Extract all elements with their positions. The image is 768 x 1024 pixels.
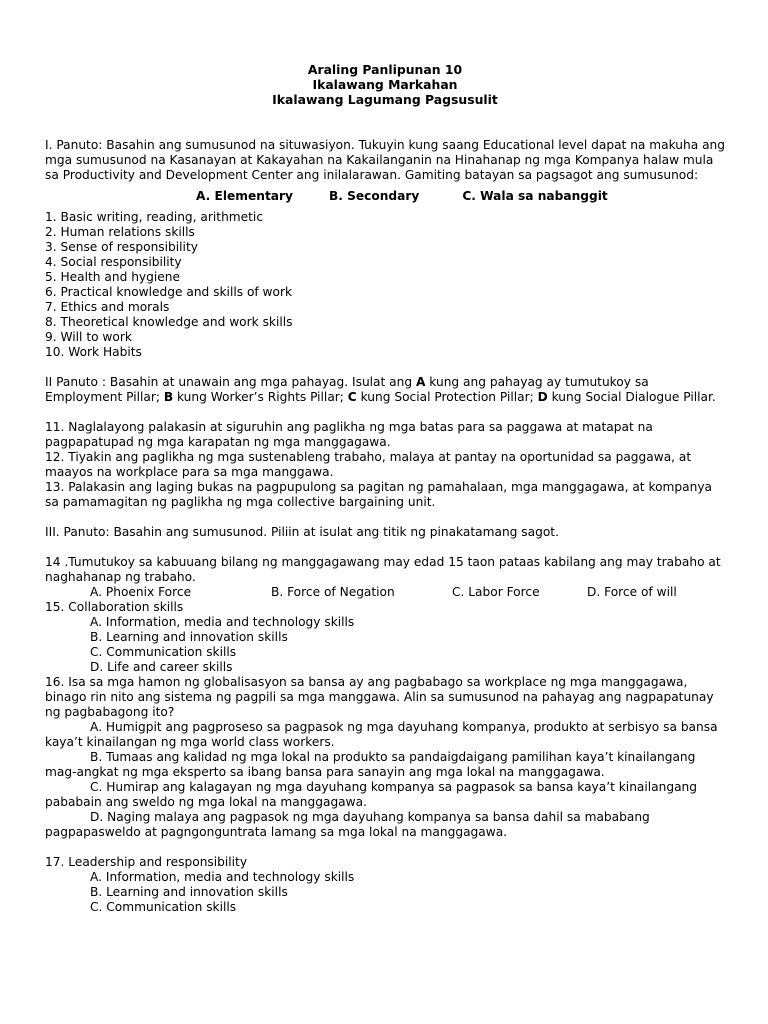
option-b: B. Force of Negation [271, 585, 395, 599]
option-c: C. Communication skills [90, 645, 237, 659]
question-17 [45, 855, 725, 915]
option-c: C. Labor Force [452, 585, 540, 599]
question-16 [45, 675, 725, 840]
option-b: B. Learning and innovation skills [90, 630, 288, 644]
question-14 [45, 555, 725, 600]
part2-items [45, 420, 725, 510]
document-page [45, 62, 725, 915]
list-item: 2. Human relations skills [45, 225, 195, 239]
option-d: D. Life and career skills [90, 660, 233, 674]
part1-instruction: I. Panuto: Basahin ang sumusunod na situwasiyon. Tukuyin kung saang Educational level dapat na makuha ang mga sumusunod na Kasanayan at Kakayahan na Kakailanganin na Hinahanap ng mga Kompanya halaw mula sa Productivity and Development Center ang inilalarawan. Gamiting batayan sa pagsagot ang sumusunod: [45, 138, 726, 182]
question-options [45, 585, 725, 600]
list-item: 10. Work Habits [45, 345, 142, 359]
list-item: 8. Theoretical knowledge and work skills [45, 315, 293, 329]
choice-elementary: A. Elementary [196, 189, 293, 203]
subject-title: Araling Panlipunan 10 [307, 62, 463, 77]
part1-choices [45, 189, 725, 204]
question-stem: 14 .Tumutukoy sa kabuuang bilang ng manggagawang may edad 15 taon pataas kabilang ang may trabaho at naghahanap ng trabaho. [45, 555, 721, 584]
question-stem: 16. Isa sa mga hamon ng globalisasyon sa bansa ay ang pagbabago sa workplace ng mga manggagawa, binago rin nito ang sistema ng pagpili sa mga manggawa. Alin sa sumusunod na pahayag ang nagpapatunay ng pagbabagong ito? [45, 675, 714, 719]
list-item: 3. Sense of responsibility [45, 240, 198, 254]
choice-secondary: B. Secondary [328, 189, 420, 203]
option-a: A. Information, media and technology skills [90, 870, 355, 884]
exam-title: Ikalawang Lagumang Pagsusulit [272, 92, 498, 107]
option-d: D. Naging malaya ang pagpasok ng mga dayuhang kompanya sa bansa dahil sa mababang pagpapasweldo at pagngonguntrata lamang sa mga lokal na manggagawa. [45, 810, 650, 839]
option-a: A. Humigpit ang pagproseso sa pagpasok ng mga dayuhang kompanya, produkto at serbisyo sa bansa kaya’t kinailangan ng mga world class workers. [45, 720, 718, 749]
list-item: 13. Palakasin ang laging bukas na pagpupulong sa pagitan ng pamahalaan, mga manggagawa, at kompanya sa pamamagitan ng paglikha ng mga collective bargaining unit. [45, 480, 713, 509]
part1-items [45, 210, 725, 360]
question-stem: 17. Leadership and responsibility [45, 855, 248, 869]
list-item: 1. Basic writing, reading, arithmetic [45, 210, 264, 224]
option-a: A. Phoenix Force [90, 585, 192, 599]
part3-instruction: III. Panuto: Basahin ang sumusunod. Piliin at isulat ang titik ng pinakatamang sagot. [45, 525, 559, 539]
list-item: 9. Will to work [45, 330, 132, 344]
question-stem: 15. Collaboration skills [45, 600, 184, 614]
quarter-title: Ikalawang Markahan [312, 77, 458, 92]
list-item: 7. Ethics and morals [45, 300, 170, 314]
list-item: 12. Tiyakin ang paglikha ng mga sustenableng trabaho, malaya at pantay na oportunidad sa paggawa, at maayos na workplace para sa mga manggawa. [45, 450, 692, 479]
list-item: 4. Social responsibility [45, 255, 182, 269]
document-header [45, 62, 725, 107]
list-item: 5. Health and hygiene [45, 270, 180, 284]
option-c: C. Humirap ang kalagayan ng mga dayuhang kompanya sa pagpasok sa bansa kaya’t kinailangang pababain ang sweldo ng mga lokal na manggagawa. [45, 780, 698, 809]
list-item: 11. Naglalayong palakasin at siguruhin ang paglikha ng mga batas para sa paggawa at matapat na pagpapatupad ng mga karapatan ng mga manggagawa. [45, 420, 653, 449]
option-c: C. Communication skills [90, 900, 237, 914]
option-a: A. Information, media and technology skills [90, 615, 355, 629]
option-d: D. Force of will [587, 585, 677, 599]
option-b: B. Tumaas ang kalidad ng mga lokal na produkto sa pandaigdaigang pamilihan kaya’t kinailangang mag-angkat ng mga eksperto sa ibang bansa para sanayin ang mga lokal na manggagawa. [45, 750, 696, 779]
option-b: B. Learning and innovation skills [90, 885, 288, 899]
choice-wala: C. Wala sa nabanggit [462, 189, 608, 203]
list-item: 6. Practical knowledge and skills of work [45, 285, 293, 299]
question-15 [45, 600, 725, 675]
part2-instruction: II Panuto : Basahin at unawain ang mga pahayag. Isulat ang A kung ang pahayag ay tumutukoy sa Employment Pillar; B kung Worker’s Rights Pillar; C kung Social Protection Pillar; D kung Social Dialogue Pillar. [45, 375, 716, 404]
